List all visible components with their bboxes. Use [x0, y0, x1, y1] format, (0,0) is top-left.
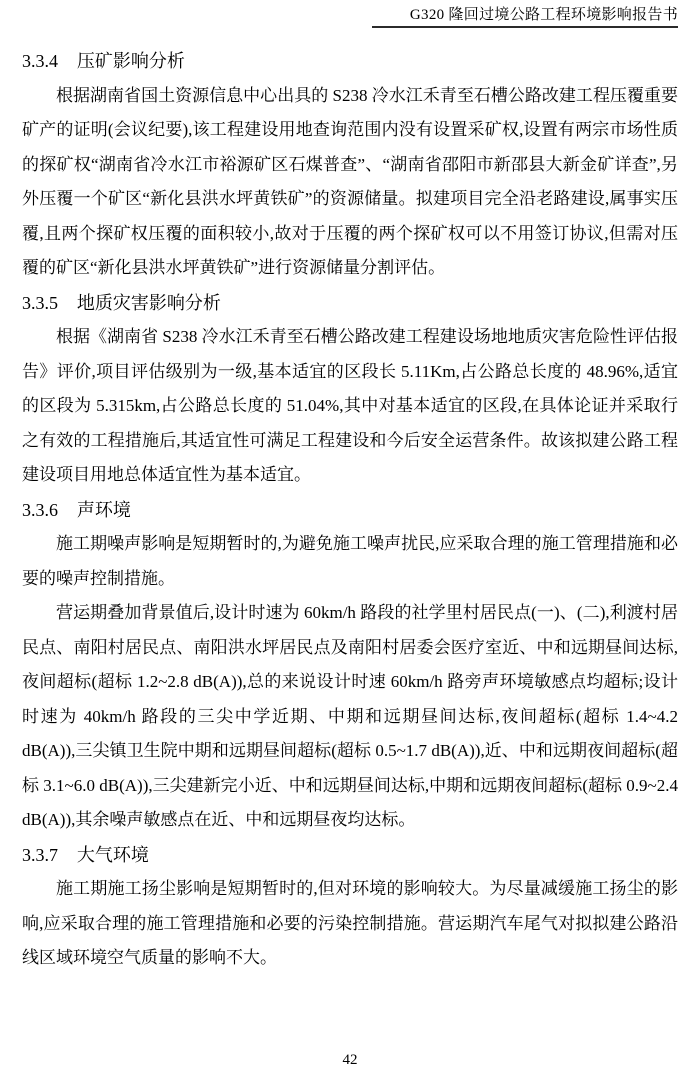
page-header — [0, 0, 700, 28]
paragraph: 根据《湖南省 S238 冷水江禾青至石槽公路改建工程建设场地地质灾害危险性评估报告》评价,项目评估级别为一级,基本适宜的区段长 5.11Km,占公路总长度的 48.96%,适宜的区段为 5.315km,占公路总长度的 51.04%,其中对基本适宜的区段,在具体论证并采取行之有效的工程措施后,其适宜性可满足工程建设和今后安全运营条件。故该拟建公路工程建设项目用地总体适宜性为基本适宜。 — [22, 327, 678, 484]
section-title: 地质灾害影响分析 — [76, 292, 221, 313]
section-heading-3-3-7 — [22, 838, 678, 873]
running-title: G320 隆回过境公路工程环境影响报告书 — [409, 7, 678, 23]
section-number: 3.3.5 — [22, 292, 58, 313]
section-title: 压矿影响分析 — [76, 51, 185, 71]
section-heading-3-3-4 — [22, 44, 678, 79]
page-number: 42 — [342, 1052, 358, 1068]
paragraph: 施工期施工扬尘影响是短期暂时的,但对环境的影响较大。为尽量减缓施工扬尘的影响,应采取合理的施工管理措施和必要的污染控制措施。营运期汽车尾气对拟拟建公路沿线区域环境空气质量的影响不大。 — [22, 879, 678, 967]
paragraph: 根据湖南省国土资源信息中心出具的 S238 冷水江禾青至石槽公路改建工程压覆重要矿产的证明(会议纪要),该工程建设用地查询范围内没有设置采矿权,设置有两宗市场性质的探矿权“湖南省冷水江市裕源矿区石煤普查”、“湖南省邵阳市新邵县大新金矿详查”,另外压覆一个矿区“新化县洪水坪黄铁矿”的资源储量。拟建项目完全沿老路建设,属事实压覆,且两个探矿权压覆的面积较小,故对于压覆的两个探矿权可以不用签订协议,但需对压覆的矿区“新化县洪水坪黄铁矿”进行资源储量分割评估。 — [22, 85, 678, 277]
section-title: 大气环境 — [76, 844, 149, 865]
section-heading-3-3-6 — [22, 493, 678, 528]
section-number: 3.3.7 — [22, 844, 58, 865]
paragraph: 施工期噪声影响是短期暂时的,为避免施工噪声扰民,应采取合理的施工管理措施和必要的噪声控制措施。 — [22, 534, 678, 588]
section-heading-3-3-5 — [22, 286, 678, 321]
paragraph: 营运期叠加背景值后,设计时速为 60km/h 路段的社学里村居民点(一)、(二),利渡村居民点、南阳村居民点、南阳洪水坪居民点及南阳村居委会医疗室近、中和远期昼间达标,夜间超标(超标 1.2~2.8 dB(A)),总的来说设计时速 60km/h 路旁声环境敏感点均超标;设计时速为 40km/h 路段的三尖中学近期、中期和远期昼间达标,夜间超标(超标 1.4~4.2 dB(A)),三尖镇卫生院中期和远期昼间超标(超标 0.5~1.7 dB(A)),近、中和远期夜间超标(超标 3.1~6.0 dB(A)),三尖建新完小近、中和远期昼间达标,中期和远期夜间超标(超标 0.9~2.4 dB(A)),其余噪声敏感点在近、中和远期昼夜均达标。 — [22, 603, 678, 829]
section-title: 声环境 — [76, 499, 131, 520]
header-rule — [372, 3, 678, 28]
section-number: 3.3.4 — [22, 51, 58, 71]
section-number: 3.3.6 — [22, 499, 58, 520]
document-content — [22, 44, 678, 976]
page-footer — [0, 1051, 700, 1069]
